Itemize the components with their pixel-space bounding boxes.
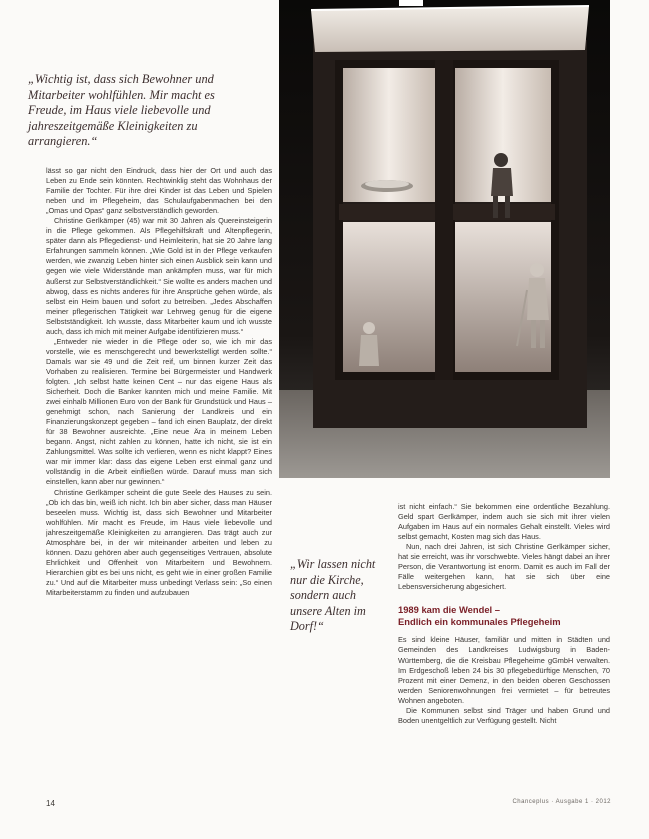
photo-illustration — [279, 0, 610, 478]
body-paragraph: „Entweder nie wieder in die Pflege oder so, wie ich mir das vorstelle, wie es menschgerecht und bewerkstelligt werden sollte.“ Damals war sie 49 und die Zeit reif, um binnen kurzer Zeit das Vorhaben zu realisieren. Termine bei Bürgermeister und Handwerk folgten. „Ich selbst hatte keinen Cent – nur das eigene Haus als Sicherheit. Doch die Banker kannten mich und meine Familie. Mit zwei einhalb Millionen Euro von der Bank für Grundstück und Haus – genehmigt schon, nach Sanierung der Landkreis und ein Finanzierungskonzept gegeben – fand ich einen Bauplatz, der direkt für 38 Bewohner ausreichte. „Eine neue Ära in meinem Leben begann. Angst, nicht zahlen zu können, hatte ich nicht, sie ist ein Zahlungsmittel. Was sollte ich verlieren, wenn es nicht klappt? Eines war mir immer klar: dass das eigene Leben erst einmal ganz und vollständig in die Arbeit einfließen würde. Darauf muss man sich einstellen, kann aber nur gewinnen.“ — [46, 336, 272, 487]
page-number: 14 — [46, 799, 55, 808]
section-heading-line: 1989 kam die Wendel – — [398, 604, 500, 616]
pull-quote-middle: „Wir lassen nicht nur die Kirche, sondern auch unsere Alten im Dorf!“ — [290, 557, 376, 634]
feature-photo — [279, 0, 610, 478]
body-column-right — [398, 502, 610, 802]
body-column-left — [46, 166, 272, 786]
body-paragraph: Christine Gerlkämper (45) war mit 30 Jahren als Quereinsteigerin in die Pflege gekommen. Als Pflegehilfskraft und Altenpflegerin, später dann als Pflegedienst- und Heimleiterin, hat sie 20 Jahre lang Erfahrungen sammeln können. „Wie Gold ist in der Pflege verkaufen werden, wie zwanzig Leben hinter sich einen Ausblick sein kann und gegen wie viele Widerstände man ankämpfen muss, war für mich äußerst zur Selbstverständlichkeit.“ Sie wollte es anders machen und abwog, dass es nichts anderes für ihre Ansprüche gehen würde, als selbst ein Heim bauen und sofort zu betreiben. „Jedes Abschaffen meiner pflegerischen Tätigkeit war Lehrweg genug für die eigene Selbstständigkeit. Ich wusste, dass Mitarbeiter kaum und ich wusste auch, dass ich mich mit meiner Aufgabe identifizieren muss.“ — [46, 216, 272, 336]
body-paragraph: Nun, nach drei Jahren, ist sich Christine Gerlkämper sicher, hat sie erreicht, was ihr vorschwebte. Vieles hängt dabei an ihrer Person, die Verantwortung ist enorm. Damit es auch im Fall der Fälle weitergehen kann, hat sie sich über eine Lebensversicherung abgesichert. — [398, 542, 610, 592]
section-heading — [398, 604, 610, 627]
body-paragraph: ist nicht einfach.“ Sie bekommen eine ordentliche Bezahlung. Geld spart Gerlkämper, indem auch sie sich mit ihrer vielen Aufgaben im Haus auf ein normales Gehalt einstellt. Vieles wird selbst gemacht, Kosten mag sich das Haus. — [398, 502, 610, 542]
magazine-footer: Chanceplus · Ausgabe 1 · 2012 — [512, 799, 611, 805]
section-heading-line: Endlich ein kommunales Pflegeheim — [398, 615, 561, 627]
pull-quote-top: „Wichtig ist, dass sich Bewohner und Mitarbeiter wohlfühlen. Mir macht es Freude, im Haus viele liebevolle und jahreszeitgemäße Kleinigkeiten zu arrangieren.“ — [28, 72, 215, 148]
body-paragraph: Es sind kleine Häuser, familiär und mitten in Städten und Gemeinden des Landkreises Ludwigsburg in Baden-Württemberg, die die Kreisbau Pflegeheime gGmbH verwalten. Im Erdgeschoß leben 24 bis 30 pflegebedürftige Menschen, 70 Prozent mit einer Demenz, in den beiden oberen Geschossen werden Seniorenwohnungen frei vermietet – für betreutes Wohnen angeboten. — [398, 635, 610, 705]
body-paragraph: lässt so gar nicht den Eindruck, dass hier der Ort und auch das Leben zu Ende sein könnten. Rechtwinklig steht das Wohnhaus der Familie der Tochter. Für ihre drei Kinder ist das Leben und Spielen neben und im Pflegeheim, das Schulaufgabenmachen bei den „Omas und Opas“ ganz selbstverständlich geworden. — [46, 166, 272, 216]
body-paragraph: Die Kommunen selbst sind Träger und haben Grund und Boden unentgeltlich zur Verfügung gestellt. Nicht — [398, 705, 610, 725]
body-paragraph: Christine Gerlkämper scheint die gute Seele des Hauses zu sein. „Ob ich das bin, weiß ich nicht. Ich bin aber sicher, dass man Häuser beseelen muss. Wichtig ist, dass sich Bewohner und Mitarbeiter wohlfühlen. Mir macht es Freude, im Haus viele liebevolle und jahreszeitgemäße Kleinigkeiten zu arrangieren. Das trägt auch zur Atmosphäre bei, in der wir miteinander arbeiten und leben zu können. Dazu gehören aber auch gegenseitiges Vertrauen, absolute Ehrlichkeit und Offenheit von Mitarbeitern und Bewohnern. Hierarchien gibt es bei uns nicht, es geht wie in einer großen Familie zu.“ Und auf die Mitarbeiter muss unbedingt Verlass sein: „So einen Mitarbeiterstamm zu finden und aufzubauen — [46, 487, 272, 597]
